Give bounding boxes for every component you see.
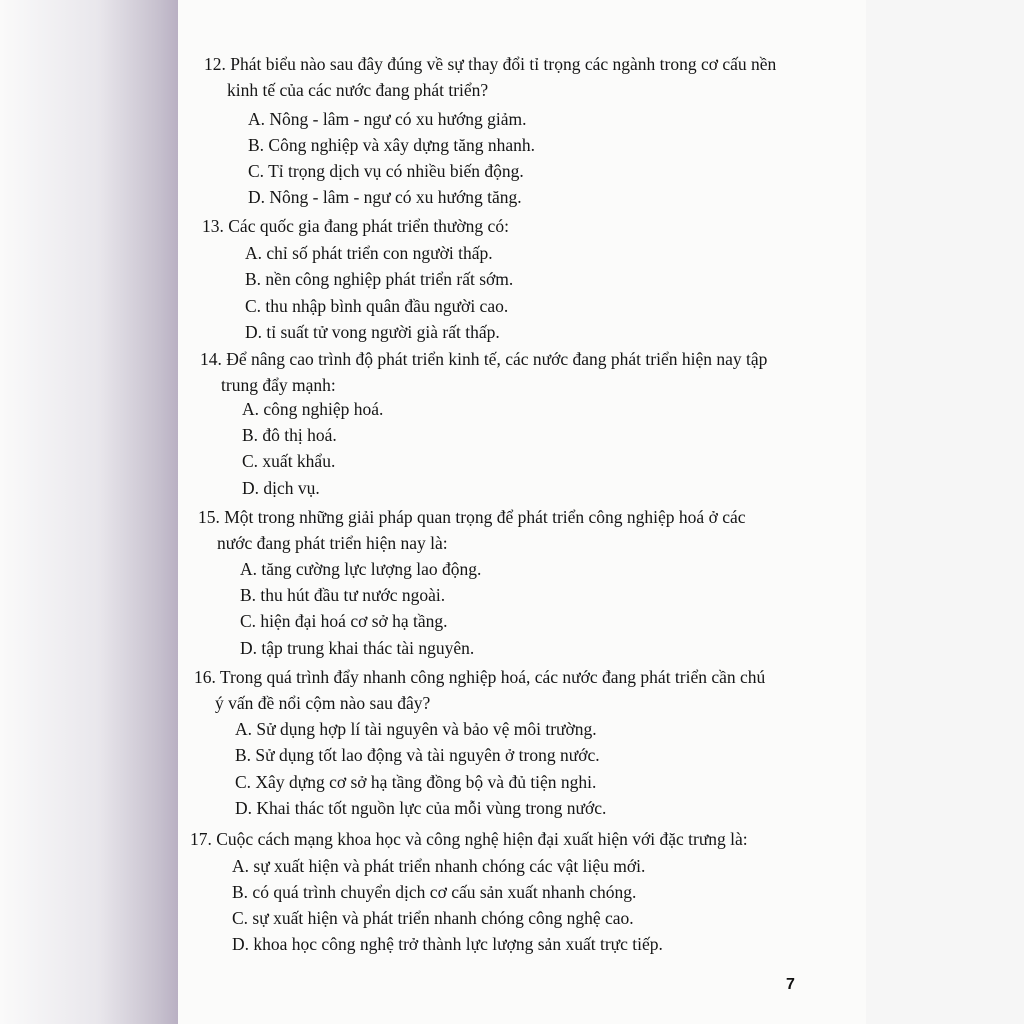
question-17-line-1: 17. Cuộc cách mạng khoa học và công nghệ hiện đại xuất hiện với đặc trưng là: xyxy=(190,829,748,849)
question-16-option-a: A. Sử dụng hợp lí tài nguyên và bảo vệ môi trường. xyxy=(235,719,597,739)
question-12-option-d: D. Nông - lâm - ngư có xu hướng tăng. xyxy=(248,187,522,207)
question-14-option-a: A. công nghiệp hoá. xyxy=(242,399,384,419)
question-12-line-1: 12. Phát biểu nào sau đây đúng về sự thay đổi tỉ trọng các ngành trong cơ cấu nền xyxy=(204,54,777,74)
question-16-line-1: 16. Trong quá trình đẩy nhanh công nghiệp hoá, các nước đang phát triển cần chú xyxy=(194,667,766,687)
question-17-option-b: B. có quá trình chuyển dịch cơ cấu sản xuất nhanh chóng. xyxy=(232,882,637,902)
question-12-line-2: kinh tế của các nước đang phát triển? xyxy=(227,80,489,100)
question-15-line-1: 15. Một trong những giải pháp quan trọng để phát triển công nghiệp hoá ở các xyxy=(198,507,746,527)
page-number: 7 xyxy=(786,976,795,993)
question-14-line-1: 14. Để nâng cao trình độ phát triển kinh tế, các nước đang phát triển hiện nay tập xyxy=(200,349,768,369)
question-16-option-c: C. Xây dựng cơ sở hạ tầng đồng bộ và đủ tiện nghi. xyxy=(235,772,597,792)
question-15-option-d: D. tập trung khai thác tài nguyên. xyxy=(240,638,475,658)
question-15-option-a: A. tăng cường lực lượng lao động. xyxy=(240,559,482,579)
question-14-line-2: trung đẩy mạnh: xyxy=(221,375,336,395)
question-17-option-d: D. khoa học công nghệ trở thành lực lượng sản xuất trực tiếp. xyxy=(232,934,663,954)
question-14-option-d: D. dịch vụ. xyxy=(242,478,320,498)
question-12-option-b: B. Công nghiệp và xây dựng tăng nhanh. xyxy=(248,135,536,155)
question-15-option-c: C. hiện đại hoá cơ sở hạ tầng. xyxy=(240,611,448,631)
question-13-option-a: A. chỉ số phát triển con người thấp. xyxy=(245,243,493,263)
question-17-option-c: C. sự xuất hiện và phát triển nhanh chóng công nghệ cao. xyxy=(232,908,634,928)
question-16-option-b: B. Sử dụng tốt lao động và tài nguyên ở trong nước. xyxy=(235,745,600,765)
question-12-option-a: A. Nông - lâm - ngư có xu hướng giảm. xyxy=(248,109,527,129)
question-16-option-d: D. Khai thác tốt nguồn lực của mỗi vùng trong nước. xyxy=(235,798,607,818)
question-17-option-a: A. sự xuất hiện và phát triển nhanh chóng các vật liệu mới. xyxy=(232,856,646,876)
question-14-option-b: B. đô thị hoá. xyxy=(242,425,337,445)
question-15-option-b: B. thu hút đầu tư nước ngoài. xyxy=(240,585,446,605)
question-14-option-c: C. xuất khẩu. xyxy=(242,451,336,471)
question-16-line-2: ý vấn đề nổi cộm nào sau đây? xyxy=(215,693,431,713)
question-13-option-c: C. thu nhập bình quân đầu người cao. xyxy=(245,296,509,316)
question-12-option-c: C. Tỉ trọng dịch vụ có nhiều biến động. xyxy=(248,161,524,181)
question-13-line-1: 13. Các quốc gia đang phát triển thường có: xyxy=(202,216,509,236)
question-13-option-d: D. tỉ suất tử vong người già rất thấp. xyxy=(245,322,500,342)
question-13-option-b: B. nền công nghiệp phát triển rất sớm. xyxy=(245,269,514,289)
question-15-line-2: nước đang phát triển hiện nay là: xyxy=(217,533,448,553)
